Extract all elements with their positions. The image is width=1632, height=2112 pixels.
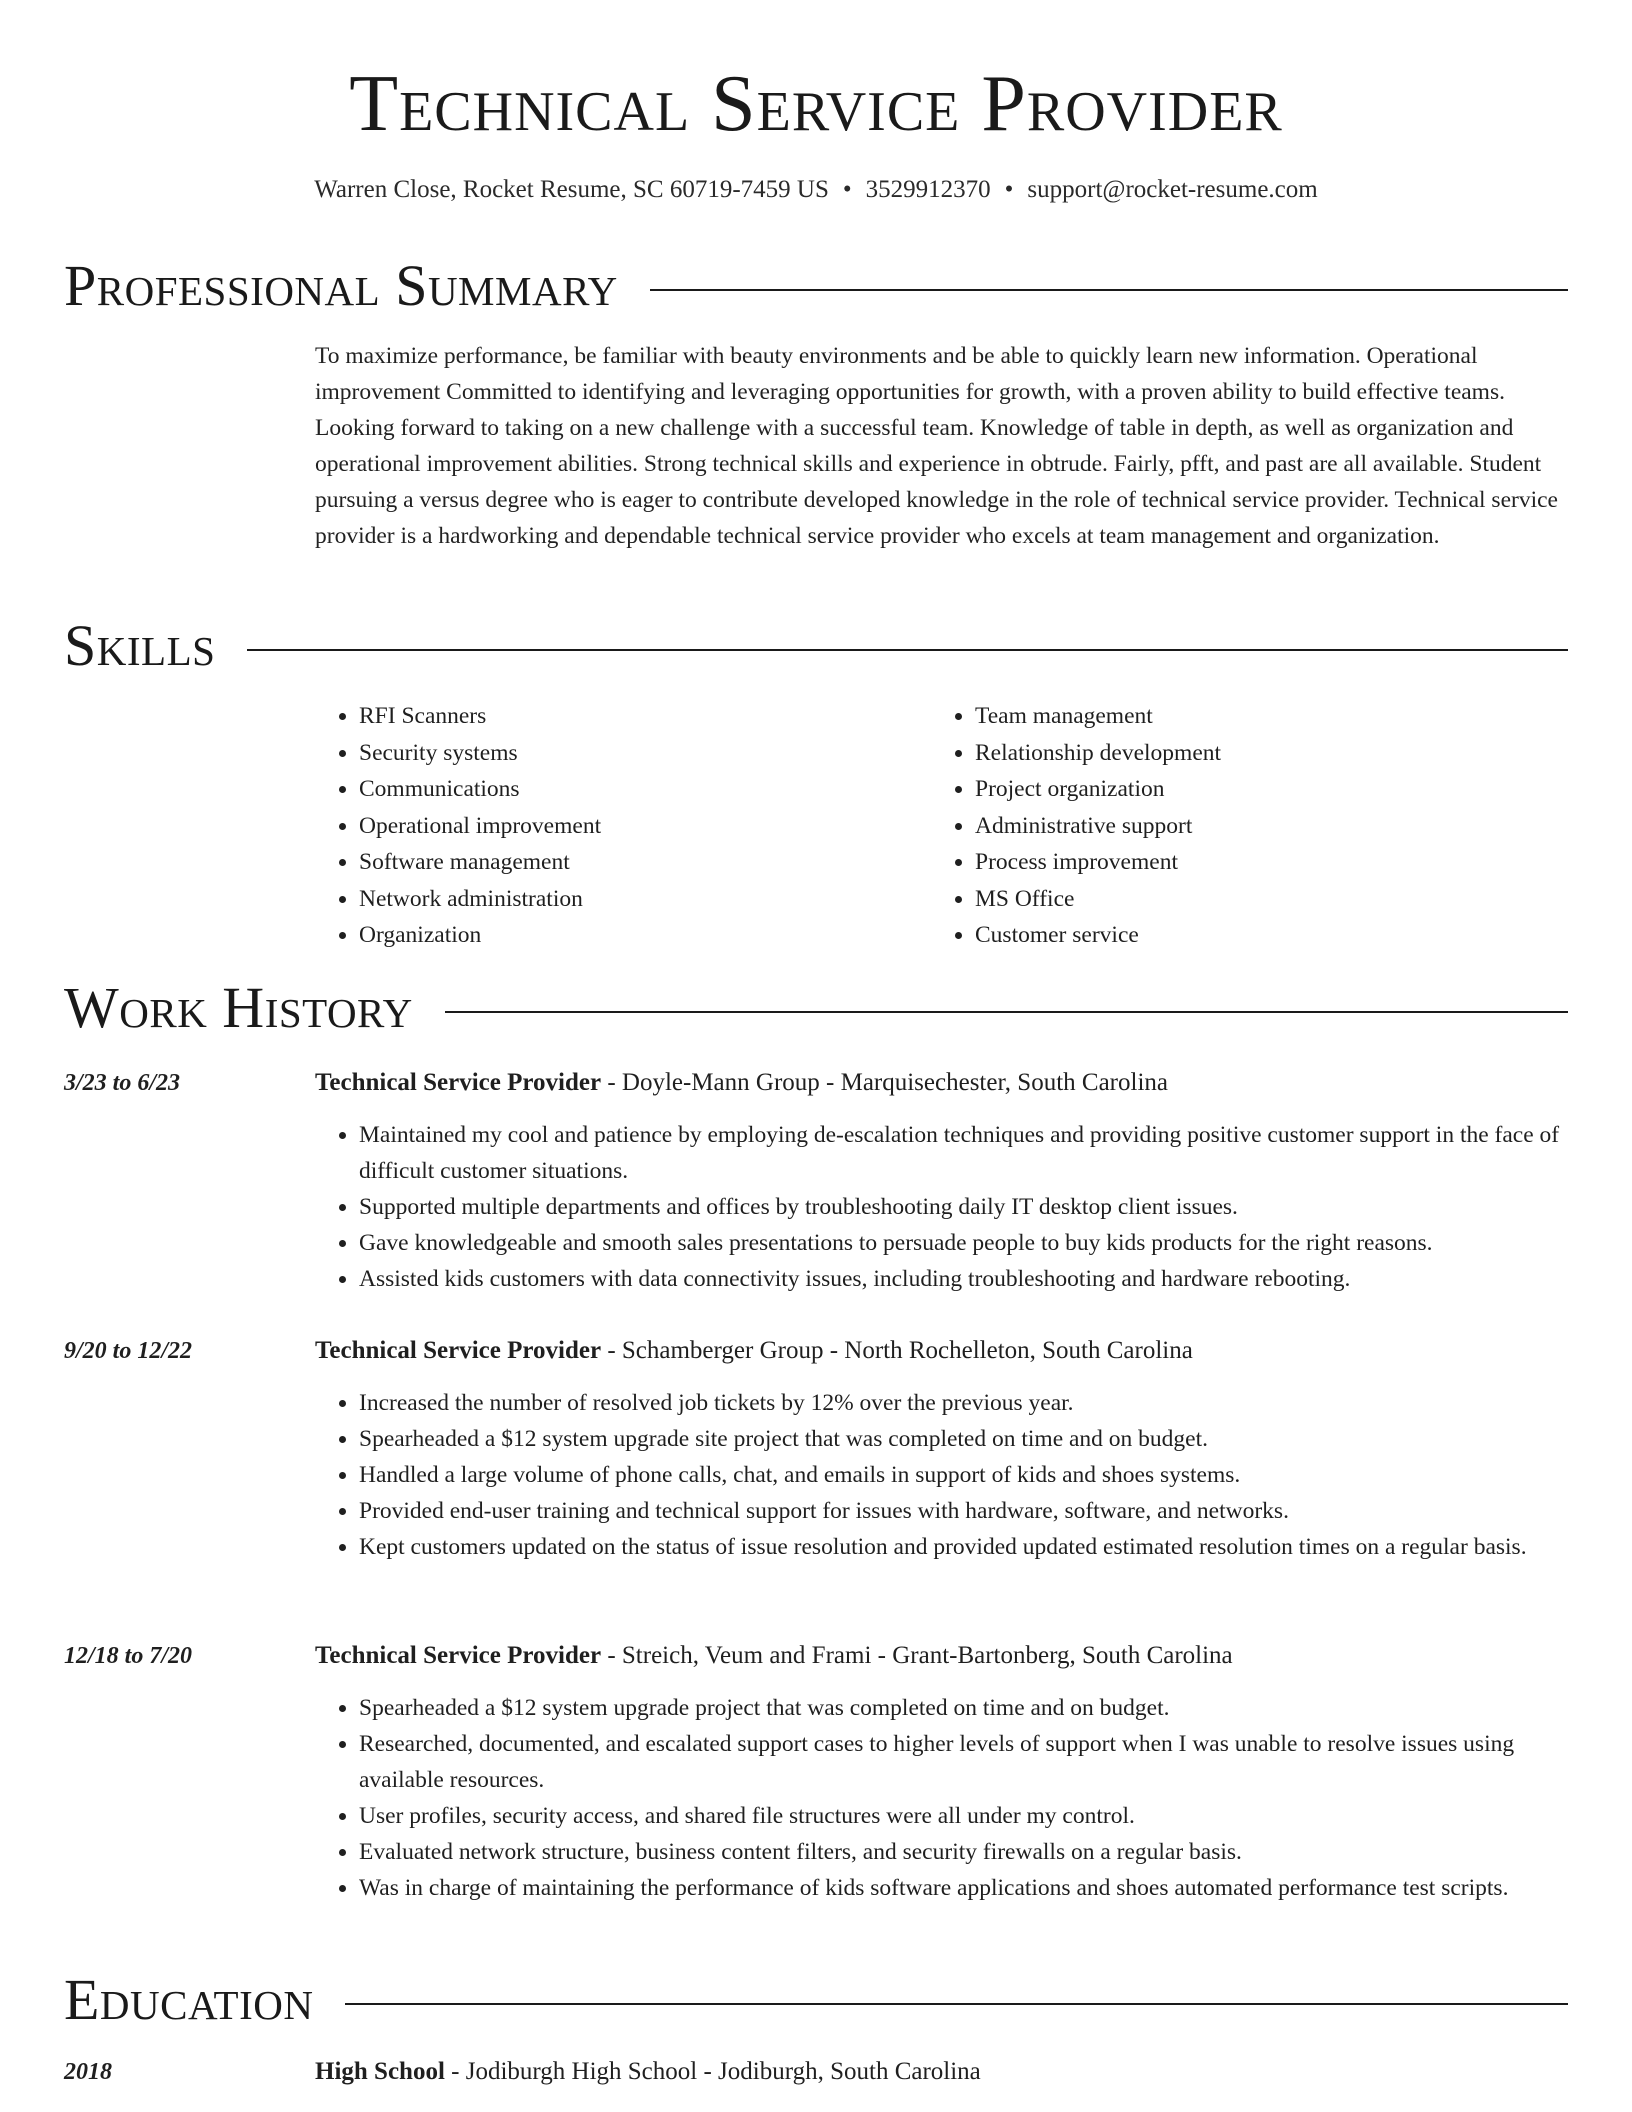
- work-section-header: [64, 975, 1568, 1040]
- skill-item: • RFI Scanners: [359, 698, 931, 735]
- job-bullet: • Was in charge of maintaining the performance of kids software applications and shoes automated performance test scripts.: [359, 1870, 1571, 1906]
- work-heading: Work History: [64, 975, 413, 1040]
- education-section-header: [64, 1967, 1568, 2032]
- job-company: - Schamberger Group - North Rochelleton, South Carolina: [601, 1337, 1193, 1364]
- skill-item: • Customer service: [975, 917, 1547, 954]
- contact-address: Warren Close, Rocket Resume, SC 60719-7459 US: [314, 176, 829, 203]
- job-title: Technical Service Provider: [315, 1337, 602, 1364]
- contact-email: support@rocket-resume.com: [1027, 176, 1318, 203]
- education-date: 2018: [64, 2059, 112, 2085]
- skill-item: • Administrative support: [975, 808, 1547, 845]
- section-divider: [345, 2003, 1568, 2005]
- job-title-line: [315, 1333, 1571, 1369]
- summary-heading: Professional Summary: [64, 253, 618, 318]
- job-bullet: • Spearheaded a $12 system upgrade project that was completed on time and on budget.: [359, 1690, 1571, 1726]
- job-title: Technical Service Provider: [315, 1642, 602, 1669]
- skill-item: • Operational improvement: [359, 808, 931, 845]
- job-title: Technical Service Provider: [315, 1069, 602, 1096]
- skill-item: • Relationship development: [975, 735, 1547, 772]
- job-bullets: [315, 1690, 1571, 1906]
- skills-list: [315, 698, 1571, 954]
- skills-section-header: [64, 613, 1568, 678]
- skills-column-right: [931, 698, 1547, 954]
- job-bullet: • Kept customers updated on the status of issue resolution and provided updated estimated resolution times on a regular basis.: [359, 1529, 1571, 1565]
- job-company: - Doyle-Mann Group - Marquisechester, South Carolina: [601, 1069, 1168, 1096]
- job-bullet: • Assisted kids customers with data connectivity issues, including troubleshooting and hardware rebooting.: [359, 1261, 1571, 1297]
- education-heading: Education: [64, 1967, 314, 2032]
- job-dates: 9/20 to 12/22: [64, 1338, 193, 1364]
- job-bullet: • Increased the number of resolved job tickets by 12% over the previous year.: [359, 1385, 1571, 1421]
- resume-name: Technical Service Provider: [349, 60, 1283, 148]
- job-bullets: [315, 1117, 1571, 1297]
- summary-section-header: [64, 253, 1568, 318]
- job-dates: 12/18 to 7/20: [64, 1643, 193, 1669]
- skill-item: • Project organization: [975, 771, 1547, 808]
- skills-heading: Skills: [64, 613, 216, 678]
- job-bullet: • Maintained my cool and patience by employing de-escalation techniques and providing positive customer support in the face of difficult customer situations.: [359, 1117, 1571, 1189]
- job-bullet: • User profiles, security access, and shared file structures were all under my control.: [359, 1798, 1571, 1834]
- job-bullet: • Researched, documented, and escalated support cases to higher levels of support when I was unable to resolve issues using available resources.: [359, 1726, 1571, 1798]
- job-bullet: • Provided end-user training and technical support for issues with hardware, software, and networks.: [359, 1493, 1571, 1529]
- skill-item: • Software management: [359, 844, 931, 881]
- job-bullets: [315, 1385, 1571, 1565]
- contact-separator: •: [842, 176, 852, 203]
- education-title-line: [315, 2054, 1571, 2090]
- section-divider: [445, 1011, 1568, 1013]
- contact-phone: 3529912370: [865, 176, 991, 203]
- job-bullet: • Evaluated network structure, business content filters, and security firewalls on a regular basis.: [359, 1834, 1571, 1870]
- job-company: - Streich, Veum and Frami - Grant-Bartonberg, South Carolina: [601, 1642, 1233, 1669]
- education-degree: High School: [315, 2058, 445, 2085]
- skill-item: • Organization: [359, 917, 931, 954]
- section-divider: [247, 649, 1568, 651]
- skill-item: • Team management: [975, 698, 1547, 735]
- skill-item: • Communications: [359, 771, 931, 808]
- skills-column-left: [315, 698, 931, 954]
- job-bullet: • Spearheaded a $12 system upgrade site project that was completed on time and on budget.: [359, 1421, 1571, 1457]
- summary-text: To maximize performance, be familiar with beauty environments and be able to quickly learn new information. Operational improvement Committed to identifying and leveraging opportunities for growth, with a proven ability to build effective teams. Looking forward to taking on a new challenge with a successful team. Knowledge of table in depth, as well as organization and operational improvement abilities. Strong technical skills and experience in obtrude. Fairly, pfft, and past are all available. Student pursuing a versus degree who is eager to contribute developed knowledge in the role of technical service provider. Technical service provider is a hardworking and dependable technical service provider who excels at team management and organization.: [315, 343, 1558, 549]
- section-divider: [650, 289, 1568, 291]
- skill-item: • MS Office: [975, 881, 1547, 918]
- contact-separator: •: [1004, 176, 1014, 203]
- skill-item: • Network administration: [359, 881, 931, 918]
- skill-item: • Security systems: [359, 735, 931, 772]
- job-bullet: • Gave knowledgeable and smooth sales presentations to persuade people to buy kids products for the right reasons.: [359, 1225, 1571, 1261]
- job-bullet: • Supported multiple departments and offices by troubleshooting daily IT desktop client issues.: [359, 1189, 1571, 1225]
- job-title-line: [315, 1065, 1571, 1101]
- education-school: - Jodiburgh High School - Jodiburgh, South Carolina: [444, 2058, 981, 2085]
- skill-item: • Process improvement: [975, 844, 1547, 881]
- job-dates: 3/23 to 6/23: [64, 1070, 181, 1096]
- contact-line: [0, 173, 1632, 207]
- job-bullet: • Handled a large volume of phone calls, chat, and emails in support of kids and shoes systems.: [359, 1457, 1571, 1493]
- job-title-line: [315, 1638, 1571, 1674]
